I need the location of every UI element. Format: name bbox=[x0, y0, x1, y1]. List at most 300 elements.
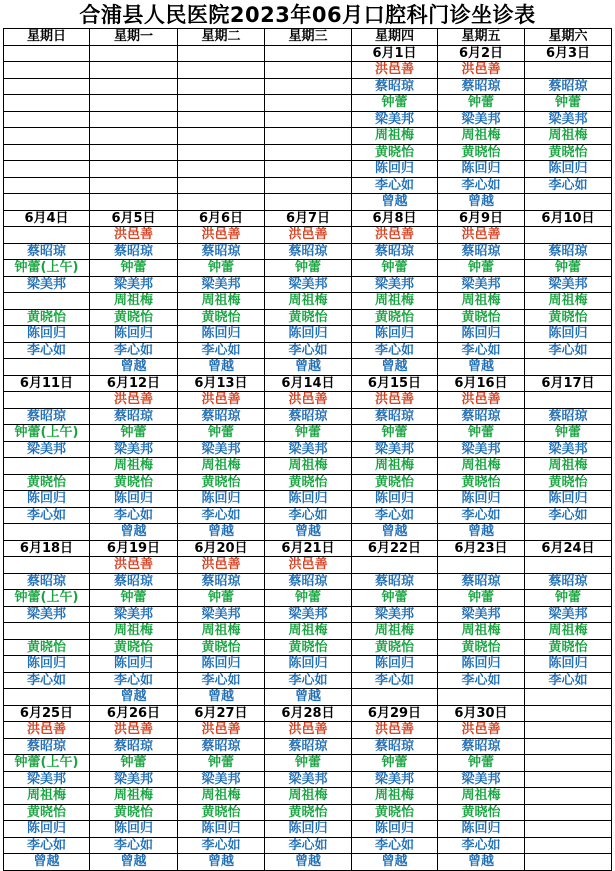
date-cell bbox=[90, 45, 178, 62]
doctor-cell: 李心如 bbox=[352, 342, 438, 359]
doctor-row bbox=[4, 425, 612, 442]
doctor-cell: 黄晓怡 bbox=[265, 474, 352, 491]
doctor-cell: 周祖梅 bbox=[438, 788, 525, 805]
doctor-cell: 黄晓怡 bbox=[90, 474, 178, 491]
doctor-cell: 李心如 bbox=[4, 837, 90, 854]
doctor-cell: 钟蕾 bbox=[352, 590, 438, 607]
date-row bbox=[4, 45, 612, 62]
doctor-cell: 蔡昭琼 bbox=[265, 408, 352, 425]
doctor-row bbox=[4, 144, 612, 161]
doctor-cell: 黄晓怡 bbox=[438, 804, 525, 821]
doctor-cell: 蔡昭琼 bbox=[352, 78, 438, 95]
doctor-cell: 钟蕾 bbox=[352, 95, 438, 112]
doctor-cell bbox=[4, 62, 90, 79]
doctor-cell: 蔡昭琼 bbox=[90, 408, 178, 425]
doctor-cell: 黄晓怡 bbox=[438, 144, 525, 161]
doctor-cell: 周祖梅 bbox=[352, 293, 438, 310]
weekday-header: 星期四 bbox=[352, 29, 438, 46]
doctor-cell bbox=[90, 111, 178, 128]
doctor-cell: 梁美邦 bbox=[352, 441, 438, 458]
doctor-cell: 梁美邦 bbox=[438, 771, 525, 788]
doctor-cell: 陈回归 bbox=[178, 491, 265, 508]
doctor-cell bbox=[525, 194, 612, 211]
doctor-cell: 梁美邦 bbox=[265, 606, 352, 623]
doctor-cell: 曾越 bbox=[178, 854, 265, 871]
doctor-cell: 周祖梅 bbox=[265, 788, 352, 805]
doctor-cell: 曾越 bbox=[438, 854, 525, 871]
doctor-cell bbox=[4, 359, 90, 376]
doctor-cell: 蔡昭琼 bbox=[438, 243, 525, 260]
doctor-cell bbox=[4, 161, 90, 178]
doctor-cell: 李心如 bbox=[438, 672, 525, 689]
doctor-cell: 梁美邦 bbox=[265, 276, 352, 293]
doctor-cell: 钟蕾 bbox=[90, 590, 178, 607]
doctor-cell bbox=[265, 95, 352, 112]
doctor-cell: 陈回归 bbox=[265, 821, 352, 838]
doctor-cell bbox=[352, 557, 438, 574]
doctor-cell: 陈回归 bbox=[4, 821, 90, 838]
date-cell: 6月24日 bbox=[525, 540, 612, 557]
doctor-cell bbox=[178, 177, 265, 194]
doctor-cell: 黄晓怡 bbox=[265, 309, 352, 326]
doctor-cell: 钟蕾(上午) bbox=[4, 755, 90, 772]
doctor-cell: 陈回归 bbox=[265, 491, 352, 508]
doctor-cell: 黄晓怡 bbox=[438, 474, 525, 491]
doctor-cell: 钟蕾 bbox=[90, 755, 178, 772]
doctor-cell bbox=[525, 689, 612, 706]
doctor-cell: 陈回归 bbox=[438, 491, 525, 508]
doctor-cell: 钟蕾 bbox=[438, 755, 525, 772]
doctor-cell: 蔡昭琼 bbox=[265, 243, 352, 260]
doctor-cell: 蔡昭琼 bbox=[90, 573, 178, 590]
doctor-row bbox=[4, 128, 612, 145]
date-cell: 6月18日 bbox=[4, 540, 90, 557]
doctor-cell bbox=[90, 177, 178, 194]
doctor-cell: 曾越 bbox=[178, 524, 265, 541]
doctor-row bbox=[4, 755, 612, 772]
doctor-cell: 洪邑善 bbox=[265, 722, 352, 739]
doctor-cell: 蔡昭琼 bbox=[352, 408, 438, 425]
date-cell bbox=[265, 45, 352, 62]
doctor-cell: 黄晓怡 bbox=[352, 474, 438, 491]
doctor-cell bbox=[178, 95, 265, 112]
weekday-header: 星期六 bbox=[525, 29, 612, 46]
doctor-cell: 曾越 bbox=[90, 359, 178, 376]
doctor-cell: 洪邑善 bbox=[90, 557, 178, 574]
doctor-cell: 曾越 bbox=[352, 854, 438, 871]
doctor-cell: 黄晓怡 bbox=[525, 144, 612, 161]
date-cell: 6月28日 bbox=[265, 705, 352, 722]
date-cell: 6月15日 bbox=[352, 375, 438, 392]
doctor-row bbox=[4, 738, 612, 755]
doctor-cell bbox=[352, 689, 438, 706]
doctor-cell: 钟蕾(上午) bbox=[4, 590, 90, 607]
doctor-cell: 蔡昭琼 bbox=[178, 573, 265, 590]
doctor-cell: 洪邑善 bbox=[265, 557, 352, 574]
doctor-cell: 曾越 bbox=[265, 854, 352, 871]
doctor-row bbox=[4, 474, 612, 491]
doctor-cell: 李心如 bbox=[525, 672, 612, 689]
doctor-row bbox=[4, 359, 612, 376]
doctor-cell: 曾越 bbox=[90, 854, 178, 871]
doctor-cell: 蔡昭琼 bbox=[4, 738, 90, 755]
doctor-cell bbox=[525, 804, 612, 821]
doctor-cell bbox=[178, 161, 265, 178]
doctor-cell bbox=[4, 458, 90, 475]
doctor-cell bbox=[265, 78, 352, 95]
doctor-row bbox=[4, 821, 612, 838]
doctor-cell: 陈回归 bbox=[352, 161, 438, 178]
doctor-cell: 周祖梅 bbox=[90, 788, 178, 805]
doctor-cell: 曾越 bbox=[90, 524, 178, 541]
date-cell: 6月27日 bbox=[178, 705, 265, 722]
doctor-row bbox=[4, 342, 612, 359]
doctor-cell: 李心如 bbox=[90, 837, 178, 854]
doctor-cell bbox=[525, 392, 612, 409]
doctor-cell: 李心如 bbox=[438, 837, 525, 854]
doctor-cell: 曾越 bbox=[352, 359, 438, 376]
doctor-cell bbox=[178, 128, 265, 145]
doctor-row bbox=[4, 177, 612, 194]
doctor-cell: 梁美邦 bbox=[4, 441, 90, 458]
date-cell: 6月2日 bbox=[438, 45, 525, 62]
date-cell: 6月10日 bbox=[525, 210, 612, 227]
doctor-cell: 陈回归 bbox=[525, 326, 612, 343]
doctor-cell: 梁美邦 bbox=[438, 276, 525, 293]
doctor-row bbox=[4, 606, 612, 623]
date-cell: 6月5日 bbox=[90, 210, 178, 227]
doctor-cell: 曾越 bbox=[265, 689, 352, 706]
doctor-cell bbox=[90, 194, 178, 211]
doctor-cell: 钟蕾 bbox=[265, 425, 352, 442]
doctor-cell: 洪邑善 bbox=[352, 722, 438, 739]
doctor-cell: 周祖梅 bbox=[438, 623, 525, 640]
doctor-cell bbox=[178, 144, 265, 161]
doctor-cell: 李心如 bbox=[525, 507, 612, 524]
doctor-cell: 周祖梅 bbox=[178, 293, 265, 310]
doctor-row bbox=[4, 161, 612, 178]
doctor-row bbox=[4, 854, 612, 871]
doctor-row bbox=[4, 722, 612, 739]
doctor-cell bbox=[4, 689, 90, 706]
doctor-cell: 黄晓怡 bbox=[265, 639, 352, 656]
doctor-cell: 陈回归 bbox=[438, 821, 525, 838]
doctor-cell: 李心如 bbox=[178, 507, 265, 524]
doctor-cell bbox=[4, 524, 90, 541]
doctor-cell: 陈回归 bbox=[352, 326, 438, 343]
date-cell: 6月3日 bbox=[525, 45, 612, 62]
doctor-cell: 梁美邦 bbox=[265, 771, 352, 788]
doctor-cell bbox=[90, 95, 178, 112]
date-cell: 6月17日 bbox=[525, 375, 612, 392]
doctor-cell bbox=[4, 557, 90, 574]
doctor-cell: 周祖梅 bbox=[265, 623, 352, 640]
doctor-cell: 洪邑善 bbox=[178, 722, 265, 739]
doctor-cell: 李心如 bbox=[90, 672, 178, 689]
doctor-row bbox=[4, 491, 612, 508]
doctor-cell bbox=[525, 854, 612, 871]
doctor-cell: 陈回归 bbox=[4, 326, 90, 343]
doctor-cell: 梁美邦 bbox=[178, 276, 265, 293]
doctor-cell: 李心如 bbox=[4, 507, 90, 524]
doctor-row bbox=[4, 507, 612, 524]
doctor-cell: 黄晓怡 bbox=[525, 309, 612, 326]
doctor-cell: 周祖梅 bbox=[265, 293, 352, 310]
doctor-cell bbox=[178, 111, 265, 128]
date-cell: 6月8日 bbox=[352, 210, 438, 227]
doctor-cell: 周祖梅 bbox=[438, 128, 525, 145]
doctor-cell: 洪邑善 bbox=[90, 392, 178, 409]
date-cell: 6月1日 bbox=[352, 45, 438, 62]
doctor-cell: 黄晓怡 bbox=[4, 474, 90, 491]
doctor-cell: 洪邑善 bbox=[178, 392, 265, 409]
doctor-cell: 梁美邦 bbox=[438, 441, 525, 458]
doctor-cell: 李心如 bbox=[352, 507, 438, 524]
doctor-row bbox=[4, 392, 612, 409]
date-row bbox=[4, 705, 612, 722]
date-cell bbox=[4, 45, 90, 62]
doctor-row bbox=[4, 111, 612, 128]
doctor-cell: 周祖梅 bbox=[525, 128, 612, 145]
doctor-cell: 曾越 bbox=[438, 194, 525, 211]
doctor-cell: 梁美邦 bbox=[4, 606, 90, 623]
doctor-cell bbox=[4, 128, 90, 145]
doctor-cell bbox=[265, 194, 352, 211]
doctor-cell: 李心如 bbox=[265, 837, 352, 854]
doctor-cell: 黄晓怡 bbox=[90, 309, 178, 326]
doctor-cell: 梁美邦 bbox=[352, 111, 438, 128]
doctor-cell bbox=[90, 62, 178, 79]
doctor-cell: 黄晓怡 bbox=[352, 144, 438, 161]
doctor-cell: 李心如 bbox=[265, 342, 352, 359]
date-cell: 6月29日 bbox=[352, 705, 438, 722]
doctor-row bbox=[4, 656, 612, 673]
doctor-cell: 蔡昭琼 bbox=[90, 738, 178, 755]
doctor-cell: 钟蕾 bbox=[265, 590, 352, 607]
doctor-cell bbox=[265, 62, 352, 79]
weekday-header: 星期五 bbox=[438, 29, 525, 46]
doctor-cell: 李心如 bbox=[265, 507, 352, 524]
date-cell bbox=[178, 45, 265, 62]
doctor-cell: 钟蕾(上午) bbox=[4, 260, 90, 277]
doctor-cell: 梁美邦 bbox=[178, 441, 265, 458]
doctor-cell: 蔡昭琼 bbox=[178, 408, 265, 425]
doctor-cell: 洪邑善 bbox=[352, 62, 438, 79]
date-cell: 6月21日 bbox=[265, 540, 352, 557]
doctor-cell: 李心如 bbox=[438, 177, 525, 194]
doctor-cell: 黄晓怡 bbox=[90, 804, 178, 821]
doctor-cell: 钟蕾 bbox=[265, 260, 352, 277]
doctor-cell: 李心如 bbox=[438, 507, 525, 524]
doctor-cell: 蔡昭琼 bbox=[178, 738, 265, 755]
doctor-cell: 陈回归 bbox=[90, 326, 178, 343]
doctor-cell: 曾越 bbox=[352, 524, 438, 541]
doctor-cell: 李心如 bbox=[178, 342, 265, 359]
doctor-cell: 梁美邦 bbox=[90, 276, 178, 293]
doctor-cell: 钟蕾 bbox=[90, 425, 178, 442]
doctor-cell: 陈回归 bbox=[352, 491, 438, 508]
doctor-row bbox=[4, 689, 612, 706]
doctor-cell: 梁美邦 bbox=[90, 606, 178, 623]
doctor-cell: 蔡昭琼 bbox=[525, 408, 612, 425]
doctor-cell: 蔡昭琼 bbox=[90, 243, 178, 260]
doctor-cell: 曾越 bbox=[178, 689, 265, 706]
doctor-cell: 黄晓怡 bbox=[4, 804, 90, 821]
weekday-header: 星期三 bbox=[265, 29, 352, 46]
doctor-cell: 李心如 bbox=[525, 342, 612, 359]
doctor-cell: 陈回归 bbox=[265, 326, 352, 343]
doctor-row bbox=[4, 293, 612, 310]
doctor-cell bbox=[525, 788, 612, 805]
doctor-row bbox=[4, 227, 612, 244]
doctor-cell: 周祖梅 bbox=[438, 293, 525, 310]
doctor-cell: 蔡昭琼 bbox=[438, 738, 525, 755]
doctor-row bbox=[4, 309, 612, 326]
weekday-header: 星期一 bbox=[90, 29, 178, 46]
doctor-cell: 蔡昭琼 bbox=[525, 243, 612, 260]
doctor-cell: 周祖梅 bbox=[178, 458, 265, 475]
doctor-cell: 蔡昭琼 bbox=[4, 573, 90, 590]
doctor-cell: 周祖梅 bbox=[90, 458, 178, 475]
doctor-cell: 蔡昭琼 bbox=[438, 573, 525, 590]
doctor-cell: 陈回归 bbox=[352, 656, 438, 673]
doctor-cell: 梁美邦 bbox=[352, 276, 438, 293]
date-cell: 6月12日 bbox=[90, 375, 178, 392]
doctor-cell bbox=[90, 161, 178, 178]
doctor-cell bbox=[525, 557, 612, 574]
doctor-cell: 钟蕾 bbox=[525, 95, 612, 112]
doctor-cell: 李心如 bbox=[438, 342, 525, 359]
doctor-cell: 周祖梅 bbox=[352, 128, 438, 145]
doctor-cell: 蔡昭琼 bbox=[178, 243, 265, 260]
doctor-row bbox=[4, 441, 612, 458]
doctor-cell: 周祖梅 bbox=[265, 458, 352, 475]
doctor-cell: 黄晓怡 bbox=[265, 804, 352, 821]
doctor-cell bbox=[265, 111, 352, 128]
doctor-cell: 钟蕾 bbox=[525, 590, 612, 607]
doctor-cell: 黄晓怡 bbox=[178, 804, 265, 821]
doctor-cell: 梁美邦 bbox=[352, 771, 438, 788]
doctor-row bbox=[4, 771, 612, 788]
doctor-cell: 李心如 bbox=[178, 672, 265, 689]
doctor-cell: 洪邑善 bbox=[265, 392, 352, 409]
doctor-cell bbox=[4, 293, 90, 310]
doctor-cell: 李心如 bbox=[4, 672, 90, 689]
doctor-cell bbox=[265, 128, 352, 145]
doctor-cell: 黄晓怡 bbox=[178, 639, 265, 656]
doctor-cell: 黄晓怡 bbox=[438, 639, 525, 656]
date-cell: 6月20日 bbox=[178, 540, 265, 557]
date-cell: 6月30日 bbox=[438, 705, 525, 722]
doctor-cell: 李心如 bbox=[178, 837, 265, 854]
doctor-cell: 周祖梅 bbox=[90, 293, 178, 310]
doctor-row bbox=[4, 804, 612, 821]
doctor-cell: 李心如 bbox=[90, 342, 178, 359]
doctor-cell: 钟蕾 bbox=[352, 755, 438, 772]
doctor-cell bbox=[525, 227, 612, 244]
doctor-cell: 钟蕾 bbox=[90, 260, 178, 277]
doctor-cell: 洪邑善 bbox=[438, 722, 525, 739]
doctor-cell bbox=[90, 144, 178, 161]
doctor-row bbox=[4, 326, 612, 343]
doctor-cell: 钟蕾 bbox=[178, 755, 265, 772]
doctor-cell bbox=[525, 771, 612, 788]
doctor-cell bbox=[525, 755, 612, 772]
date-cell: 6月19日 bbox=[90, 540, 178, 557]
doctor-cell: 周祖梅 bbox=[4, 788, 90, 805]
doctor-cell: 蔡昭琼 bbox=[4, 243, 90, 260]
date-cell: 6月16日 bbox=[438, 375, 525, 392]
date-row bbox=[4, 375, 612, 392]
doctor-cell: 陈回归 bbox=[352, 821, 438, 838]
doctor-cell: 陈回归 bbox=[178, 326, 265, 343]
doctor-cell: 黄晓怡 bbox=[178, 309, 265, 326]
doctor-cell bbox=[178, 194, 265, 211]
date-cell bbox=[525, 705, 612, 722]
doctor-row bbox=[4, 95, 612, 112]
doctor-cell: 蔡昭琼 bbox=[352, 243, 438, 260]
weekday-header: 星期日 bbox=[4, 29, 90, 46]
doctor-row bbox=[4, 590, 612, 607]
doctor-cell: 钟蕾 bbox=[438, 425, 525, 442]
doctor-cell: 黄晓怡 bbox=[438, 309, 525, 326]
doctor-row bbox=[4, 623, 612, 640]
doctor-cell: 洪邑善 bbox=[4, 722, 90, 739]
doctor-cell bbox=[90, 128, 178, 145]
doctor-cell: 蔡昭琼 bbox=[525, 78, 612, 95]
doctor-row bbox=[4, 672, 612, 689]
doctor-cell: 洪邑善 bbox=[438, 62, 525, 79]
doctor-row bbox=[4, 260, 612, 277]
doctor-cell bbox=[4, 623, 90, 640]
doctor-cell: 黄晓怡 bbox=[352, 804, 438, 821]
doctor-cell bbox=[265, 144, 352, 161]
doctor-cell: 洪邑善 bbox=[90, 722, 178, 739]
doctor-cell bbox=[525, 524, 612, 541]
doctor-cell: 蔡昭琼 bbox=[438, 78, 525, 95]
doctor-row bbox=[4, 837, 612, 854]
doctor-cell: 周祖梅 bbox=[352, 458, 438, 475]
doctor-row bbox=[4, 243, 612, 260]
doctor-cell bbox=[4, 111, 90, 128]
doctor-row bbox=[4, 458, 612, 475]
doctor-cell: 梁美邦 bbox=[4, 771, 90, 788]
doctor-cell: 曾越 bbox=[265, 524, 352, 541]
doctor-cell: 曾越 bbox=[178, 359, 265, 376]
doctor-cell bbox=[525, 62, 612, 79]
doctor-cell: 陈回归 bbox=[265, 656, 352, 673]
doctor-cell: 陈回归 bbox=[4, 491, 90, 508]
doctor-cell: 黄晓怡 bbox=[525, 639, 612, 656]
doctor-cell bbox=[4, 392, 90, 409]
doctor-cell: 梁美邦 bbox=[525, 441, 612, 458]
doctor-cell bbox=[4, 194, 90, 211]
doctor-cell: 曾越 bbox=[265, 359, 352, 376]
doctor-cell: 黄晓怡 bbox=[178, 474, 265, 491]
doctor-cell: 钟蕾 bbox=[352, 260, 438, 277]
doctor-cell: 李心如 bbox=[352, 177, 438, 194]
date-row bbox=[4, 210, 612, 227]
doctor-row bbox=[4, 408, 612, 425]
doctor-row bbox=[4, 573, 612, 590]
doctor-cell bbox=[525, 722, 612, 739]
doctor-cell: 蔡昭琼 bbox=[352, 573, 438, 590]
doctor-cell: 梁美邦 bbox=[352, 606, 438, 623]
doctor-cell: 钟蕾 bbox=[438, 590, 525, 607]
doctor-cell: 曾越 bbox=[438, 359, 525, 376]
doctor-cell: 洪邑善 bbox=[265, 227, 352, 244]
date-cell: 6月25日 bbox=[4, 705, 90, 722]
